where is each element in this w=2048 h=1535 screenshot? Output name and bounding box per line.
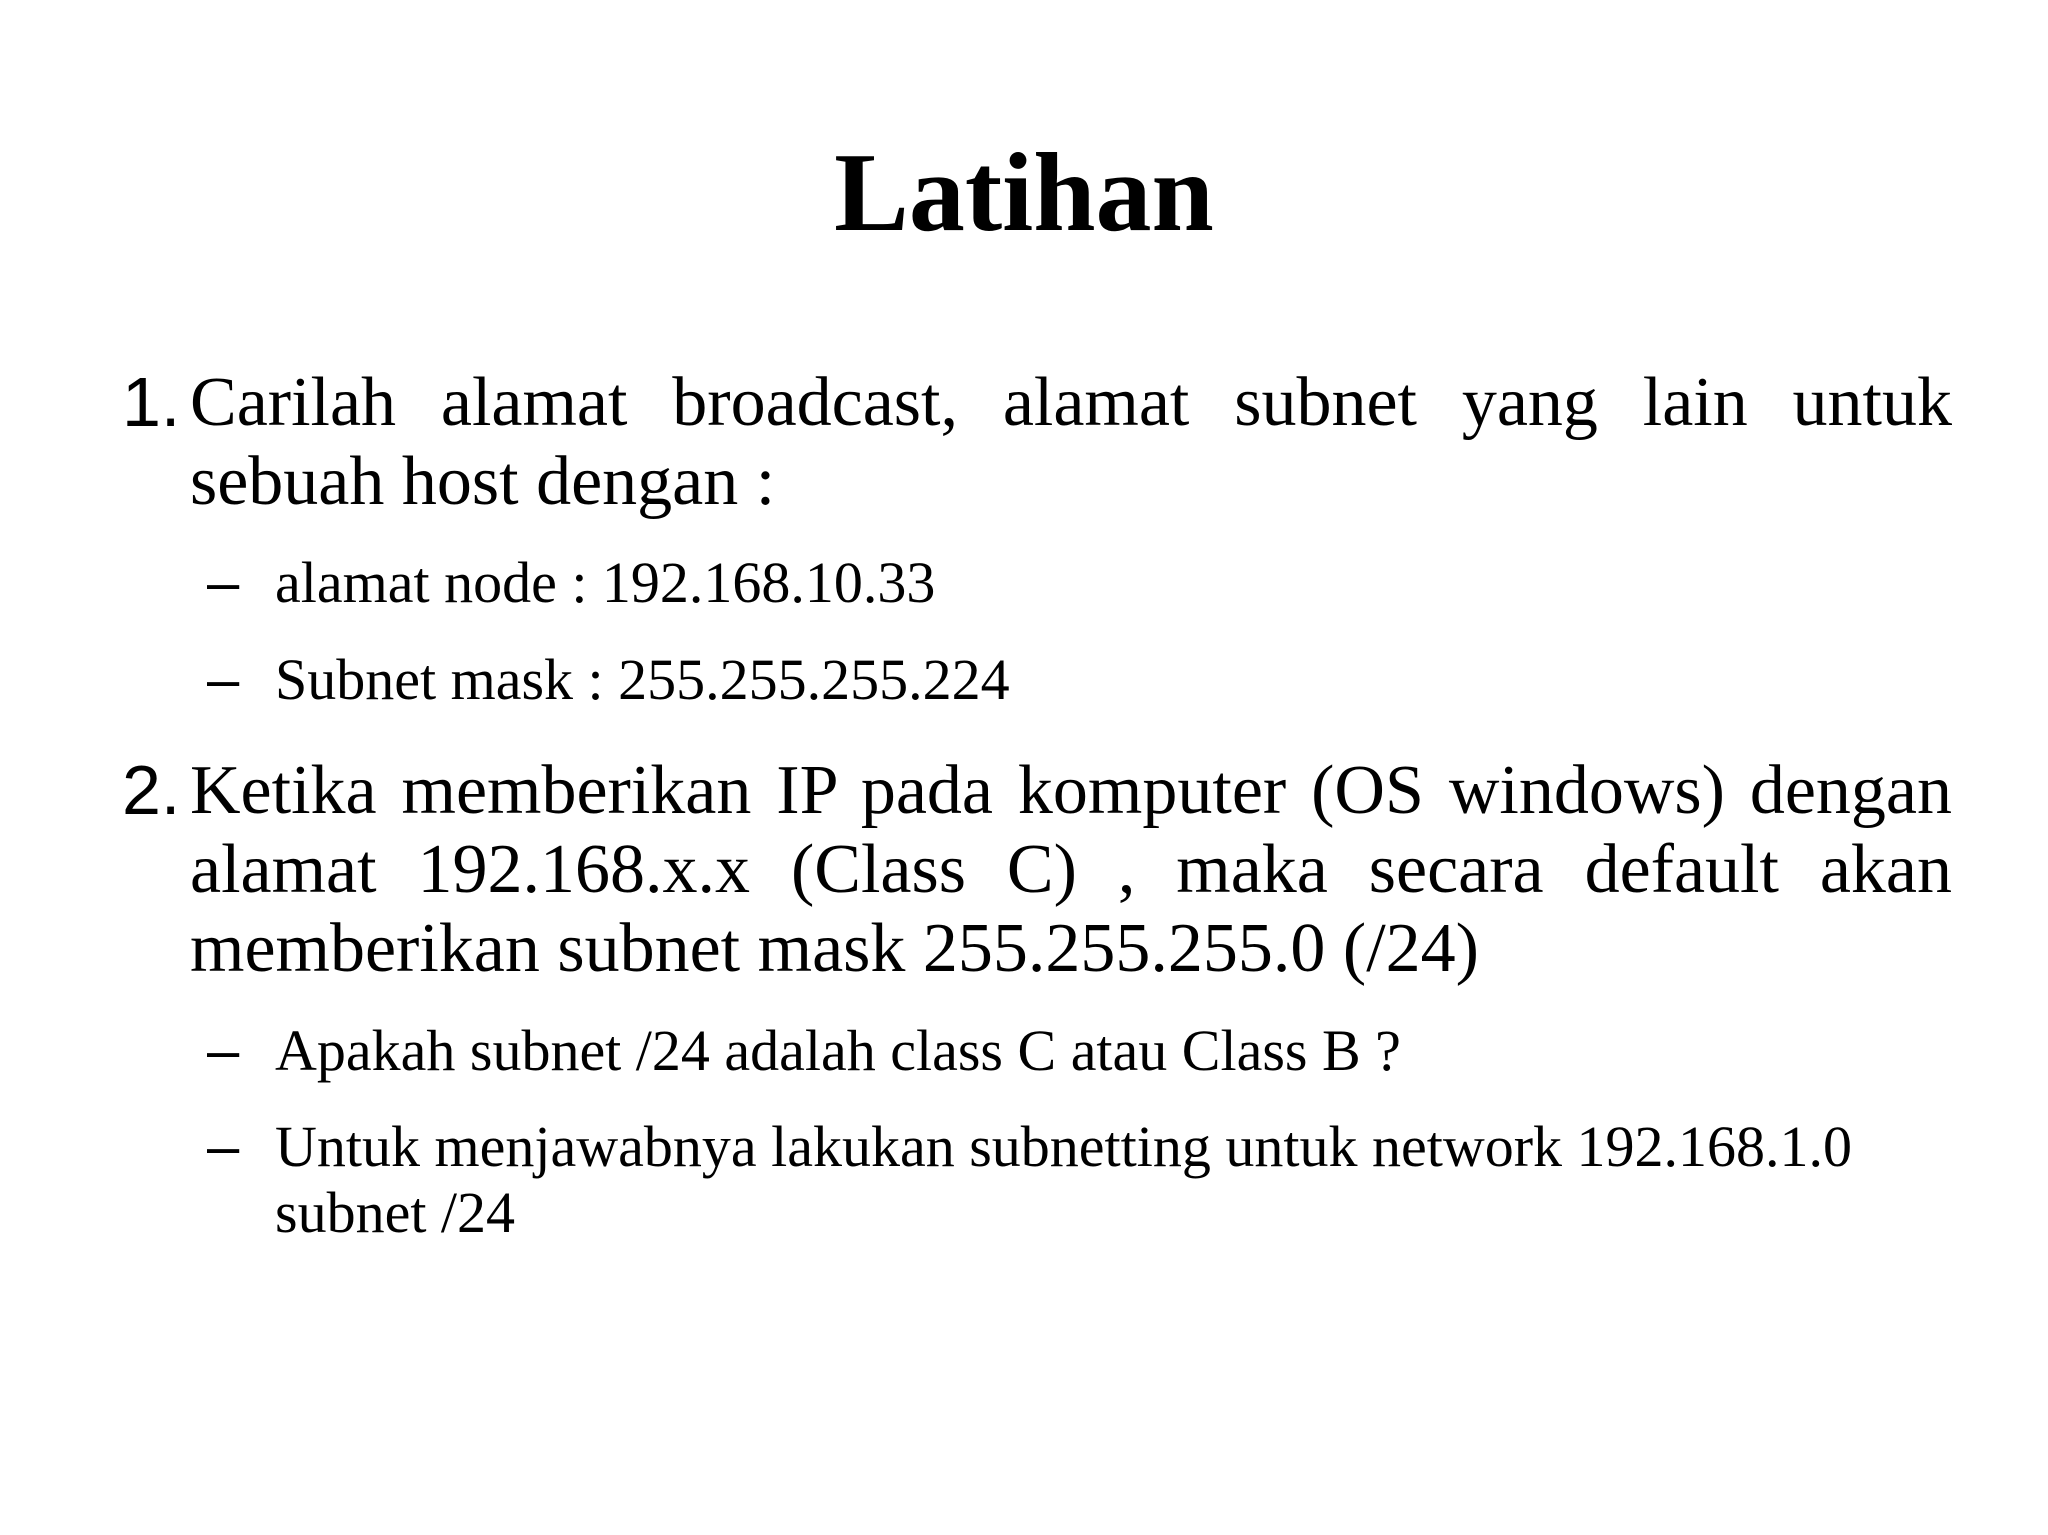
dash-bullet: – [207, 1114, 240, 1179]
dash-bullet: – [207, 647, 240, 712]
dash-bullet: – [207, 550, 240, 615]
dash-bullet: – [207, 1018, 240, 1083]
list-item-1 [122, 363, 1952, 521]
sub-item [207, 550, 1952, 616]
item-number: 1. [122, 363, 181, 441]
item-text: Ketika memberikan IP pada komputer (OS windows) dengan alamat 192.168.x.x (Class C) , maka secara default akan memberikan subnet mask 255.255.255.0 (/24) [190, 752, 1952, 987]
sub-item-text: Apakah subnet /24 adalah class C atau Class B ? [275, 1018, 1401, 1083]
sub-item-text: Subnet mask : 255.255.255.224 [275, 647, 1010, 712]
sub-item [207, 1018, 1952, 1084]
sub-item [207, 1114, 1952, 1246]
item-number: 2. [122, 751, 181, 829]
sub-item [207, 647, 1952, 713]
list-item-2 [122, 751, 1952, 988]
sub-item-text: Untuk menjawabnya lakukan subnetting untuk network 192.168.1.0 subnet /24 [275, 1114, 1853, 1245]
sub-item-text: alamat node : 192.168.10.33 [275, 550, 936, 615]
slide-title: Latihan [834, 131, 1214, 255]
item-text: Carilah alamat broadcast, alamat subnet yang lain untuk sebuah host dengan : [190, 364, 1952, 520]
